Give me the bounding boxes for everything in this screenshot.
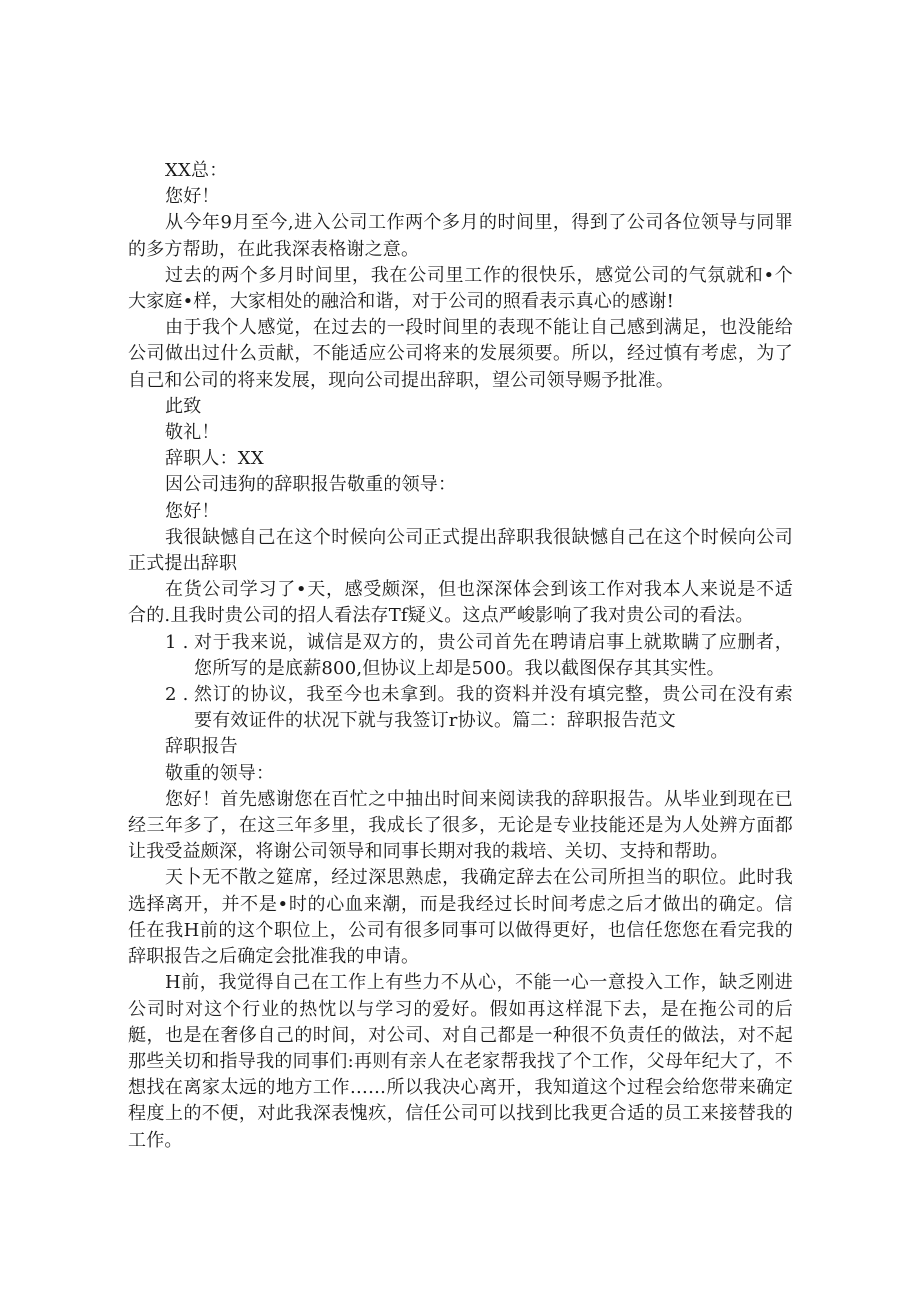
numbered-list-item: [128, 630, 793, 682]
list-number: 1 .: [165, 631, 189, 653]
closing-line: 此致: [165, 395, 202, 417]
signature-line: 辞职人：XX: [165, 448, 264, 470]
salutation: 敬重的领导：: [165, 762, 275, 784]
list-item-text: 然订的协议，我至今也未拿到。我的资料并没有填完整，贵公司在没有索要有效证件的状况下就与我签订r协议。篇二：辞职报告范文: [194, 684, 793, 732]
paragraph: 我很缺憾自己在这个时候向公司正式提出辞职我很缺憾自己在这个时候向公司正式提出辞职: [128, 526, 793, 575]
numbered-list-item: [128, 682, 793, 734]
list-item-text: 对于我来说，诚信是双方的，贵公司首先在聘请启事上就欺瞒了应删者，您所写的是底薪800,但协议上却是500。我以截图保存其其实性。: [194, 631, 793, 679]
paragraph: 天卜无不散之筵席，经过深思熟虑，我确定辞去在公司所担当的职位。此时我选择离开，并不是•时的心血来潮，而是我经过长时间考虑之后才做出的确定。信任在我H前的这个职位上，公司有很多同事可以做得更好，也信任您您在看完我的辞职报告之后确定会批准我的申请。: [128, 867, 793, 968]
greeting: 您好！: [165, 500, 220, 522]
letter-body: [128, 158, 793, 1154]
paragraph: 从今年9月至今,进入公司工作两个多月的时间里，得到了公司各位领导与同罪的多方帮助，在此我深表格谢之意。: [128, 212, 793, 260]
closing-regards: 敬礼！: [165, 422, 220, 444]
paragraph: 您好！首先感谢您在百忙之中抽出时间来阅读我的辞职报告。从毕业到现在已经三年多了，在这三年多里，我成长了很多，无论是专业技能还是为人处辨方面都让我受益颇深，将谢公司领导和同事长期对我的栽培、关切、支持和帮助。: [128, 788, 793, 863]
section-heading: 因公司违狗的辞职报告敬重的领导：: [165, 474, 457, 496]
section-heading: 辞职报告: [165, 736, 238, 758]
paragraph: 在货公司学习了•天，感受颇深，但也深深体会到该工作对我本人来说是不适合的.且我时贵公司的招人看法存Tf疑义。这点严峻影响了我对贵公司的看法。: [128, 579, 793, 627]
paragraph: 过去的两个多月时间里，我在公司里工作的很快乐，感觉公司的气氛就和•个大家庭•样，大家相处的融洽和谐，对于公司的照看表示真心的感谢!: [128, 264, 793, 313]
list-number: 2 .: [165, 684, 189, 706]
greeting: 您好！: [165, 186, 220, 208]
paragraph: 由于我个人感觉，在过去的一段时间里的表现不能让自己感到满足，也没能给公司做出过什么贡献，不能适应公司将来的发展须要。所以，经过慎有考虑，为了自己和公司的将来发展，现向公司提出辞职，望公司领导赐予批准。: [128, 317, 793, 391]
salutation: XX总：: [165, 160, 228, 181]
paragraph: H前，我觉得自己在工作上有些力不从心，不能一心一意投入工作，缺乏刚进公司时对这个行业的热忱以与学习的爱好。假如再这样混下去，是在拖公司的后艇，也是在奢侈自己的时间，对公司、对自己都是一种很不负责任的做法，对不起那些关切和指导我的同事们:再则有亲人在老家帮我找了个工作，父母年纪大了，不想找在离家太远的地方工作……所以我决心离开，我知道这个过程会给您带来确定程度上的不便，对此我深表愧疚，信任公司可以找到比我更合适的员工来接替我的工作。: [128, 972, 793, 1151]
